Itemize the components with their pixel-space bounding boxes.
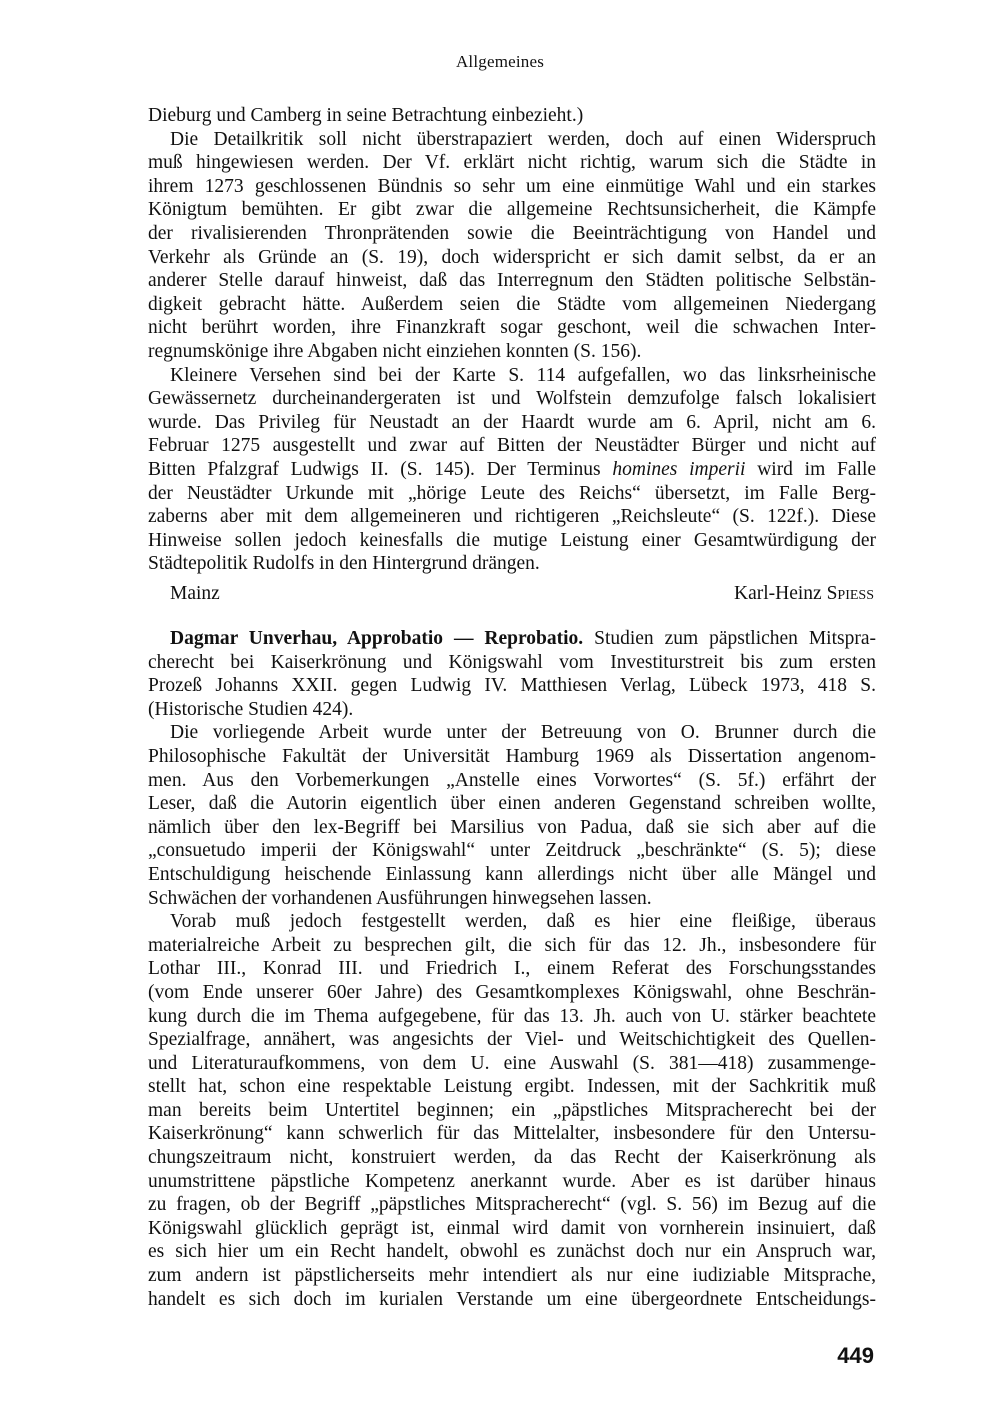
text-line: kung durch die im Thema aufgegebene, für das 13. Jh. auch von U. stärker beachtete — [148, 1005, 876, 1027]
signature-place: Mainz — [170, 583, 220, 604]
text-line: nämlich über den lex-Begriff bei Marsilius von Padua, daß sie sich aber auf die — [148, 816, 876, 838]
text-line: cherecht bei Kaiserkrönung und Königswahl vom Investiturstreit bis zum ersten — [148, 651, 876, 673]
text-line: chungszeitraum nicht, konstruiert werden, da das Recht der Kaiserkrönung als — [148, 1147, 876, 1169]
page-number: 449 — [837, 1343, 874, 1368]
text-line: digkeit gebracht hätte. Außerdem seien die Städte vom allgemeinen Niedergang — [148, 293, 876, 315]
text-line: der Neustädter Urkunde mit „hörige Leute des Reichs“ übersetzt, im Falle Berg- — [148, 482, 876, 504]
review-2-body — [148, 627, 876, 1311]
running-header: Allgemeines — [455, 52, 545, 71]
text-line: und Literaturaufkommens, von dem U. eine Auswahl (S. 381—418) zusammenge- — [148, 1052, 876, 1074]
text-line: wurde. Das Privileg für Neustadt an der Haardt wurde am 6. April, nicht am 6. — [148, 411, 876, 433]
review-1-signature — [148, 582, 876, 606]
text-line: Entschuldigung heischende Einlassung kann allerdings nicht über alle Mängel und — [148, 863, 876, 885]
text-line: Philosophische Fakultät der Universität Hamburg 1969 als Dissertation angenom- — [148, 745, 876, 767]
text-line: „consuetudo imperii der Königswahl“ unter Zeitdruck „beschränkte“ (S. 5); diese — [148, 840, 876, 862]
text-line: Kaiserkrönung“ kann schwerlich für das Mittelalter, insbesondere für den Untersu- — [148, 1123, 876, 1145]
text-line: Königtum bemühten. Er gibt zwar die allgemeine Rechtsunsicherheit, die Kämpfe — [148, 199, 876, 221]
text-line: man bereits beim Untertitel beginnen; ein „päpstliches Mitspracherecht bei der — [148, 1099, 876, 1121]
text-line: (Historische Studien 424). — [148, 698, 354, 720]
text-line: ihrem 1273 geschlossenen Bündnis so sehr um eine einmütige Wahl und ein starkes — [148, 175, 876, 197]
text-line: Schwächen der vorhandenen Ausführungen hinwegsehen lassen. — [148, 887, 652, 909]
text-line: anderer Stelle darauf hinweist, daß das Interregnum den Städten politische Selbstän- — [148, 270, 876, 292]
text-line: Prozeß Johanns XXII. gegen Ludwig IV. Matthiesen Verlag, Lübeck 1973, 418 S. — [148, 675, 876, 697]
review-heading-line — [148, 627, 876, 651]
text-line: Kleinere Versehen sind bei der Karte S. 114 aufgefallen, wo das linksrheinische — [170, 364, 876, 386]
text-line: materialreiche Arbeit zu besprechen gilt, die sich für das 12. Jh., insbesondere für — [148, 934, 876, 956]
text-line: Gewässernetz durcheinandergeraten ist und Wolfstein demzufolge falsch lokalisiert — [148, 388, 876, 410]
text-line: (vom Ende unserer 60er Jahre) des Gesamtkomplexes Königswahl, ohne Beschrän- — [148, 981, 876, 1003]
text-span: wird im Falle — [745, 458, 877, 480]
text-line: es sich hier um ein Recht handelt, obwohl es zunächst doch nur ein Anspruch war, — [148, 1241, 876, 1263]
text-line: stellt hat, schon eine respektable Leistung ergibt. Indessen, mit der Sachkritik muß — [148, 1076, 876, 1098]
text-line: Königswahl glücklich geprägt ist, einmal wird damit von vornherein insinuiert, daß — [148, 1217, 876, 1239]
text-line: der rivalisierenden Thronprätenden sowie die Beeinträchtigung von Handel und — [148, 222, 876, 244]
text-line: zaberns aber mit dem allgemeineren und richtigeren „Reichsleute“ (S. 122f.). Diese — [148, 506, 876, 528]
text-line — [148, 458, 876, 482]
text-line: unumstrittene päpstliche Kompetenz anerkannt wurde. Aber es ist darüber hinaus — [148, 1170, 876, 1192]
signature-author — [734, 582, 874, 606]
author-surname: Spiess — [826, 583, 874, 604]
review-1-body — [148, 104, 876, 576]
text-line: Vorab muß jedoch festgestellt werden, daß es hier eine fleißige, überaus — [170, 911, 876, 933]
text-line: handelt es sich doch im kurialen Verstande um eine übergeordnete Entscheidungs- — [148, 1288, 876, 1310]
text-line: Leser, daß die Autorin eigentlich über einen anderen Gegenstand schreiben wollte, — [148, 793, 876, 815]
text-line: men. Aus den Vorbemerkungen „Anstelle eines Vorwortes“ (S. 5f.) erfährt der — [148, 769, 876, 791]
text-line: Dieburg und Camberg in seine Betrachtung einbezieht.) — [148, 105, 584, 126]
text-line: Lothar III., Konrad III. und Friedrich I., einem Referat des Forschungsstandes — [148, 958, 876, 980]
review-heading: Dagmar Unverhau, Approbatio — Reprobatio. — [170, 628, 584, 649]
text-line: Die vorliegende Arbeit wurde unter der Betreuung von O. Brunner durch die — [170, 722, 876, 744]
text-line: Februar 1275 ausgestellt und zwar auf Bitten der Neustädter Bürger und nicht auf — [148, 435, 876, 457]
text-line: nicht berührt worden, ihre Finanzkraft sogar geschont, weil die schwachen Inter- — [148, 317, 876, 339]
text-line: Die Detailkritik soll nicht überstrapaziert werden, doch auf einen Widerspruch — [170, 128, 876, 150]
text-line: zu fragen, ob der Begriff „päpstliches Mitspracherecht“ (vgl. S. 56) im Bezug auf die — [148, 1194, 876, 1216]
latin-term: homines imperii — [612, 458, 746, 480]
text-line: Hinweise sollen jedoch keinesfalls die mutige Leistung einer Gesamtwürdigung der — [148, 529, 876, 551]
text-line: Verkehr als Gründe an (S. 19), doch widerspricht er sich damit selbst, da er an — [148, 246, 876, 268]
text-line: Spezialfrage, annähert, was angesichts der Viel- und Weitschichtigkeit des Quellen- — [148, 1029, 876, 1051]
text-line: zum andern ist päpstlicherseits mehr intendiert als nur eine iudiziable Mitsprache, — [148, 1265, 876, 1287]
text-span: Studien zum päpstlichen Mitspra- — [583, 628, 877, 649]
text-span: Bitten Pfalzgraf Ludwigs II. (S. 145). Der Terminus — [148, 458, 601, 480]
text-line: regnumskönige ihre Abgaben nicht einziehen konnten (S. 156). — [148, 340, 642, 362]
text-line: muß hingewiesen werden. Der Vf. erklärt nicht richtig, warum sich die Städte in — [148, 152, 876, 174]
text-line: Städtepolitik Rudolfs in den Hintergrund drängen. — [148, 553, 540, 575]
author-first-name: Karl-Heinz — [734, 583, 827, 604]
